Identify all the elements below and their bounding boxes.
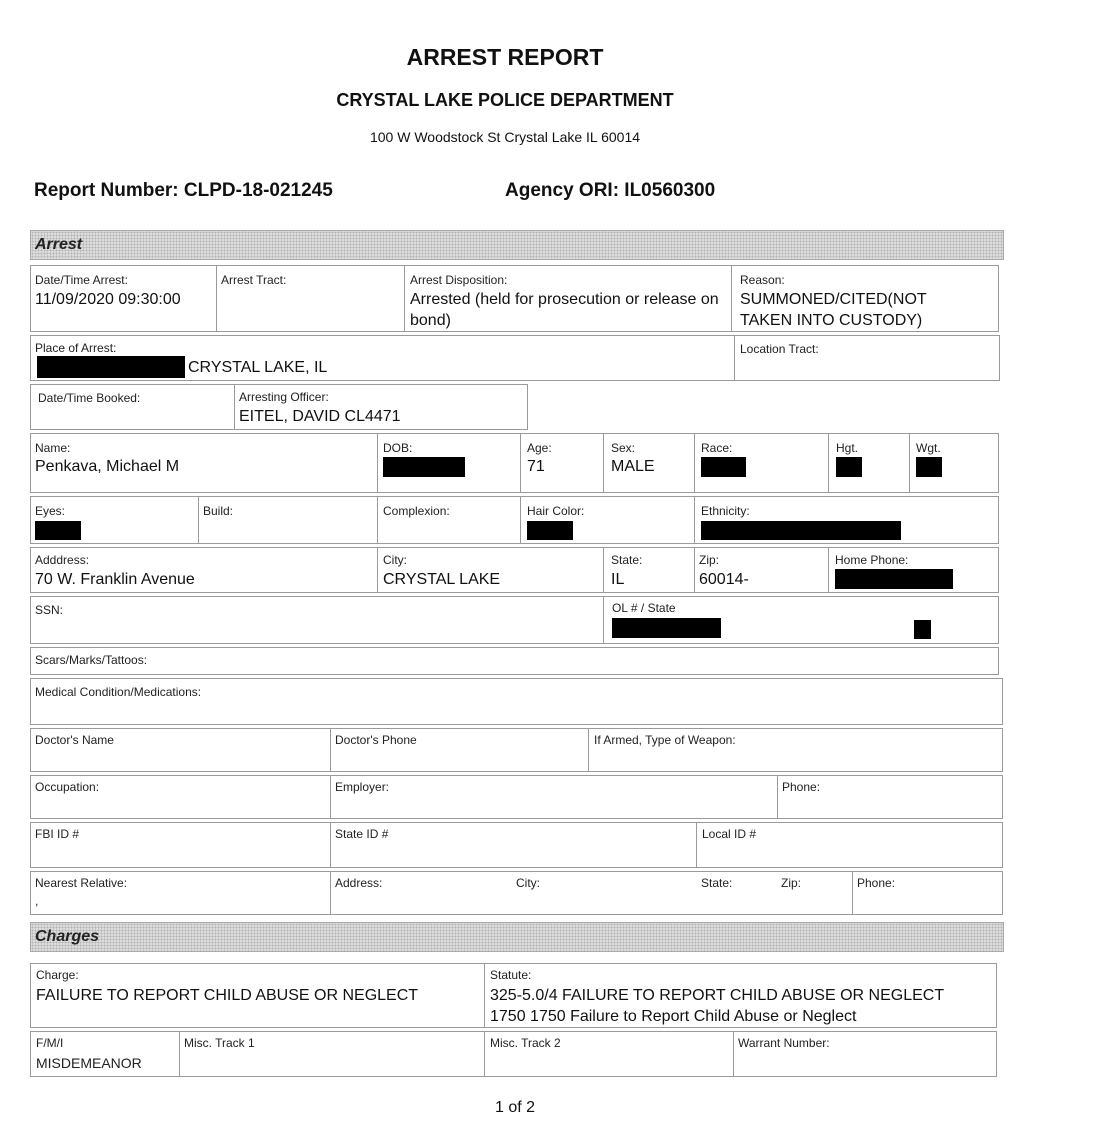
arrest-datetime-label: Date/Time Arrest: [35, 273, 128, 287]
age-value: 71 [527, 458, 545, 475]
warrant-number-label: Warrant Number: [738, 1036, 830, 1050]
occupation-cell [30, 775, 331, 819]
statute-label: Statute: [490, 968, 532, 982]
zip-cell [694, 547, 829, 593]
charge-cell [30, 963, 485, 1028]
arrest-datetime-cell [30, 265, 217, 332]
charges-section-label: Charges [35, 928, 100, 945]
date-booked-cell [30, 384, 235, 430]
height-redaction [836, 457, 862, 477]
warrant-number-cell [733, 1031, 997, 1077]
arrest-reason-label: Reason: [740, 273, 785, 287]
misc-track-2-cell [484, 1031, 734, 1077]
ssn-label: SSN: [35, 603, 64, 617]
employer-cell [330, 775, 778, 819]
build-cell [198, 496, 378, 544]
charge-value: FAILURE TO REPORT CHILD ABUSE OR NEGLECT [36, 987, 419, 1004]
height-label: Hgt. [836, 441, 859, 455]
relative-phone-cell [852, 871, 1003, 915]
relative-zip-label: Zip: [781, 876, 802, 890]
relative-address-label: Address: [335, 876, 383, 890]
state-id-cell [330, 822, 697, 868]
arresting-officer-cell [234, 384, 528, 430]
relative-phone-label: Phone: [857, 876, 896, 890]
medical-cell [30, 678, 1003, 725]
doctor-phone-label: Doctor's Phone [335, 733, 417, 747]
doctor-name-cell [30, 728, 331, 772]
dob-label: DOB: [383, 441, 413, 455]
charges-section-header [30, 922, 1004, 952]
home-phone-label: Home Phone: [835, 553, 909, 567]
location-tract-cell [734, 335, 1000, 381]
fmi-label: F/M/I [36, 1036, 64, 1050]
phone-cell [777, 775, 1003, 819]
place-of-arrest-label: Place of Arrest: [35, 341, 117, 355]
arresting-officer-value: EITEL, DAVID CL4471 [239, 408, 401, 425]
state-label: State: [611, 553, 643, 567]
weight-cell [909, 433, 999, 493]
arrest-tract-cell [216, 265, 405, 332]
location-tract-label: Location Tract: [740, 342, 819, 356]
name-label: Name: [35, 441, 71, 455]
race-redaction [701, 457, 746, 477]
arresting-officer-label: Arresting Officer: [239, 390, 329, 404]
nearest-relative-label: Nearest Relative: [35, 876, 128, 890]
ol-redaction [612, 618, 721, 638]
arrest-disposition-value: Arrested (held for prosecution or release on bond) [410, 291, 719, 329]
race-cell [694, 433, 829, 493]
arrest-section-header [30, 230, 1004, 260]
charge-label: Charge: [36, 968, 79, 982]
scars-label: Scars/Marks/Tattoos: [35, 653, 148, 667]
department-address: 100 W Woodstock St Crystal Lake IL 60014 [369, 129, 641, 145]
hair-color-cell [520, 496, 695, 544]
dob-redaction [383, 457, 465, 477]
statute-line-2: 1750 1750 Failure to Report Child Abuse or Neglect [490, 1008, 857, 1025]
arrest-datetime-value: 11/09/2020 09:30:00 [35, 291, 181, 308]
ol-state-redaction [914, 620, 931, 639]
ethnicity-cell [694, 496, 999, 544]
hair-redaction [527, 521, 573, 540]
weight-redaction [916, 457, 942, 477]
state-value: IL [611, 571, 625, 588]
place-redaction [37, 356, 185, 378]
address-value: 70 W. Franklin Avenue [35, 571, 195, 588]
fmi-cell [30, 1031, 180, 1077]
report-number: Report Number: CLPD-18-021245 [34, 180, 333, 201]
misc-track-1-label: Misc. Track 1 [184, 1036, 255, 1050]
hair-color-label: Hair Color: [527, 504, 585, 518]
sex-value: MALE [611, 458, 655, 475]
name-cell [30, 433, 378, 493]
complexion-cell [377, 496, 521, 544]
arrest-reason-cell [731, 265, 999, 332]
ol-state-cell [603, 596, 999, 644]
complexion-label: Complexion: [383, 504, 450, 518]
eyes-label: Eyes: [35, 504, 66, 518]
date-booked-label: Date/Time Booked: [38, 391, 141, 405]
agency-ori: Agency ORI: IL0560300 [505, 180, 716, 201]
local-id-label: Local ID # [702, 827, 757, 841]
fbi-id-label: FBI ID # [35, 827, 80, 841]
arrest-reason-value: SUMMONED/CITED(NOT TAKEN INTO CUSTODY) [740, 291, 927, 329]
age-cell [520, 433, 604, 493]
employer-label: Employer: [335, 780, 390, 794]
arrest-section-label: Arrest [35, 236, 83, 253]
local-id-cell [696, 822, 1003, 868]
nearest-relative-value: , [35, 894, 39, 908]
weapon-label: If Armed, Type of Weapon: [594, 733, 736, 747]
misc-track-1-cell [179, 1031, 485, 1077]
city-label: City: [383, 553, 407, 567]
phone-label: Phone: [782, 780, 821, 794]
name-value: Penkava, Michael M [35, 458, 180, 475]
misc-track-2-label: Misc. Track 2 [490, 1036, 561, 1050]
page-number: 1 of 2 [494, 1099, 536, 1116]
city-cell [377, 547, 604, 593]
race-label: Race: [701, 441, 733, 455]
relative-address-cell [330, 871, 853, 915]
height-cell [828, 433, 910, 493]
scars-cell [30, 647, 999, 675]
place-of-arrest-cell [30, 335, 735, 381]
arrest-disposition-cell [404, 265, 732, 332]
state-cell [603, 547, 695, 593]
ssn-cell [30, 596, 604, 644]
report-title: ARREST REPORT [406, 44, 604, 70]
doctor-name-label: Doctor's Name [35, 733, 114, 747]
arrest-disposition-label: Arrest Disposition: [410, 273, 508, 287]
city-value: CRYSTAL LAKE [383, 571, 501, 588]
fmi-value: MISDEMEANOR [36, 1055, 142, 1071]
statute-cell [484, 963, 997, 1028]
state-id-label: State ID # [335, 827, 389, 841]
department-name: CRYSTAL LAKE POLICE DEPARTMENT [336, 90, 674, 110]
statute-line-1: 325-5.0/4 FAILURE TO REPORT CHILD ABUSE OR NEGLECT [490, 987, 945, 1004]
weight-label: Wgt. [916, 441, 941, 455]
eyes-redaction [35, 521, 81, 540]
doctor-phone-cell [330, 728, 589, 772]
dob-cell [377, 433, 521, 493]
home-phone-redaction [835, 569, 953, 589]
ethnicity-label: Ethnicity: [701, 504, 750, 518]
nearest-relative-cell [30, 871, 331, 915]
medical-label: Medical Condition/Medications: [35, 685, 202, 699]
place-of-arrest-value: CRYSTAL LAKE, IL [188, 359, 328, 376]
relative-city-label: City: [516, 876, 540, 890]
weapon-cell [588, 728, 1003, 772]
ethnicity-redaction [701, 521, 901, 540]
occupation-label: Occupation: [35, 780, 100, 794]
relative-state-label: State: [701, 876, 733, 890]
build-label: Build: [203, 504, 234, 518]
arrest-tract-label: Arrest Tract: [221, 273, 287, 287]
zip-value: 60014- [699, 571, 749, 588]
sex-label: Sex: [611, 441, 636, 455]
age-label: Age: [527, 441, 552, 455]
address-cell [30, 547, 378, 593]
home-phone-cell [828, 547, 999, 593]
zip-label: Zip: [699, 553, 720, 567]
ol-state-label: OL # / State [612, 601, 676, 615]
eyes-cell [30, 496, 199, 544]
sex-cell [603, 433, 695, 493]
fbi-id-cell [30, 822, 331, 868]
address-label: Adddress: [35, 553, 90, 567]
